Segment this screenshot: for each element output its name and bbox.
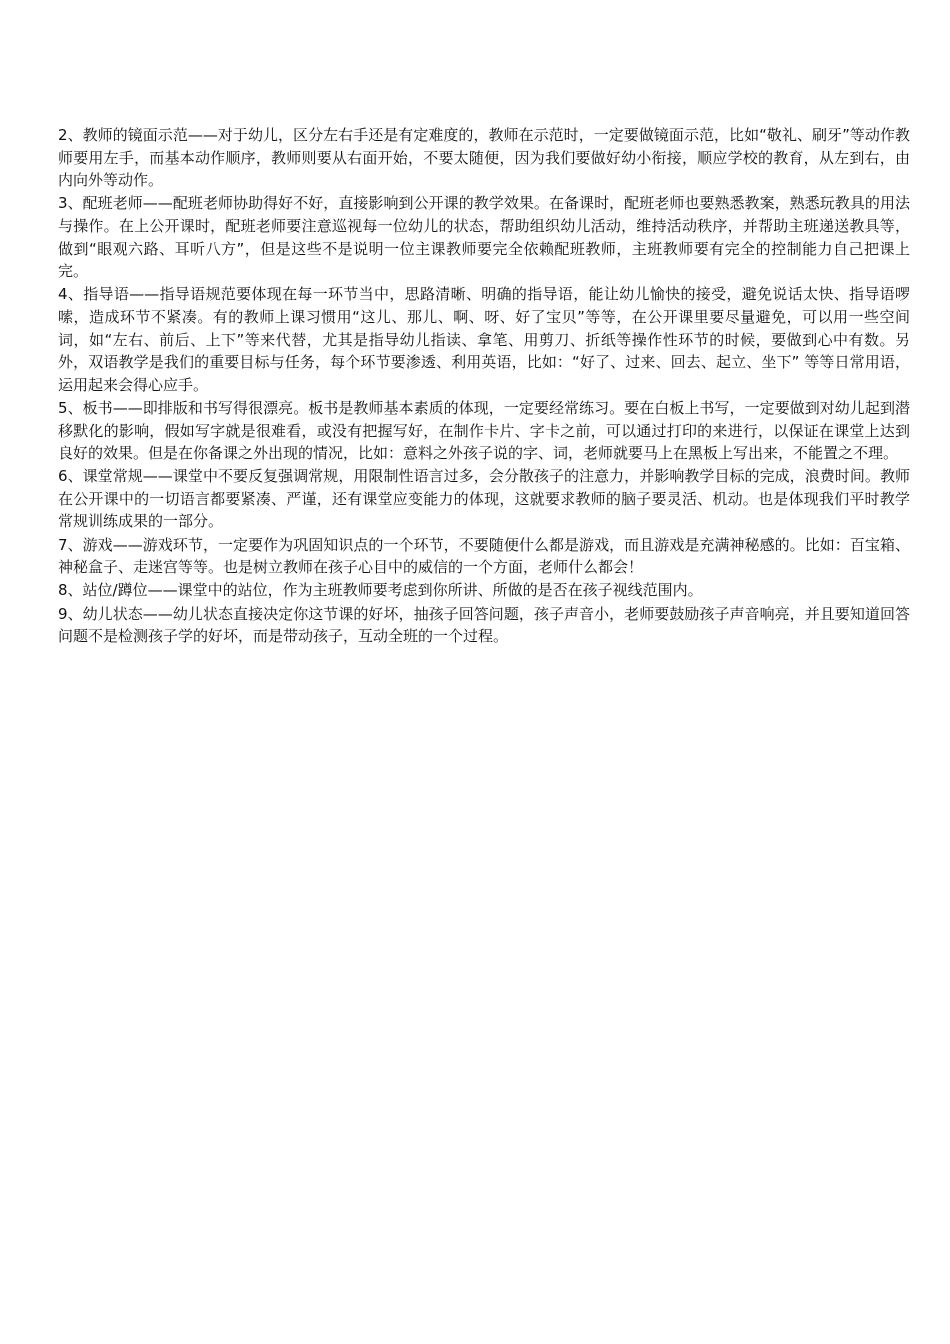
paragraph-child-state: 9、幼儿状态——幼儿状态直接决定你这节课的好坏，抽孩子回答问题，孩子声音小，老师要鼓励孩子声音响亮，并且要知道回答问题不是检测孩子学的好坏，而是带动孩子，互动全班的一个过程。 [58, 604, 910, 646]
paragraph-mirror-demonstration: 2、教师的镜面示范——对于幼儿，区分左右手还是有定难度的，教师在示范时，一定要做镜面示范，比如“敬礼、刷牙”等动作教师要用左手，而基本动作顺序，教师则要从右面开始，不要太随便，因为我们要做好幼小衔接，顺应学校的教育，从左到右，由内向外等动作。 [58, 126, 910, 190]
paragraph-games: 7、游戏——游戏环节，一定要作为巩固知识点的一个环节，不要随便什么都是游戏，而且游戏是充满神秘感的。比如：百宝箱、神秘盒子、走迷宫等等。也是树立教师在孩子心目中的威信的一个方面，老师什么都会！ [58, 535, 910, 577]
document-body [58, 124, 910, 648]
paragraph-classroom-routine: 6、课堂常规——课堂中不要反复强调常规，用限制性语言过多，会分散孩子的注意力，并影响教学目标的完成，浪费时间。教师在公开课中的一切语言都要紧凑、严谨，还有课堂应变能力的体现，这就要求教师的脑子要灵活、机动。也是体现我们平时教学常规训练成果的一部分。 [58, 467, 910, 531]
paragraph-instruction-language: 4、指导语——指导语规范要体现在每一环节当中，思路清晰、明确的指导语，能让幼儿愉快的接受，避免说话太快、指导语啰嗦，造成环节不紧凑。有的教师上课习惯用“这儿、那儿、啊、呀、好了宝贝”等等，在公开课里要尽量避免，可以用一些空间词，如“左右、前后、上下”等来代替，尤其是指导幼儿指读、拿笔、用剪刀、折纸等操作性环节的时候，要做到心中有数。另外，双语教学是我们的重要目标与任务，每个环节要渗透、利用英语，比如：“好了、过来、回去、起立、坐下” 等等日常用语，运用起来会得心应手。 [58, 285, 910, 394]
paragraph-blackboard-writing: 5、板书——即排版和书写得很漂亮。板书是教师基本素质的体现，一定要经常练习。要在白板上书写，一定要做到对幼儿起到潜移默化的影响，假如写字就是很难看，或没有把握写好，在制作卡片、字卡之前，可以通过打印的来进行，以保证在课堂上达到良好的效果。但是在你备课之外出现的情况，比如：意料之外孩子说的字、词，老师就要马上在黑板上写出来，不能置之不理。 [58, 398, 910, 463]
paragraph-standing-position: 8、站位/蹲位——课堂中的站位，作为主班教师要考虑到你所讲、所做的是否在孩子视线范围内。 [58, 581, 703, 600]
paragraph-assistant-teacher: 3、配班老师——配班老师协助得好不好，直接影响到公开课的教学效果。在备课时，配班老师也要熟悉教案，熟悉玩教具的用法与操作。在上公开课时，配班老师要注意巡视每一位幼儿的状态，帮助组织幼儿活动，维持活动秩序，并帮助主班递送教具等，做到“眼观六路、耳听八方”，但是这些不是说明一位主课教师要完全依赖配班教师，主班教师要有完全的控制能力自己把课上完。 [58, 194, 910, 281]
